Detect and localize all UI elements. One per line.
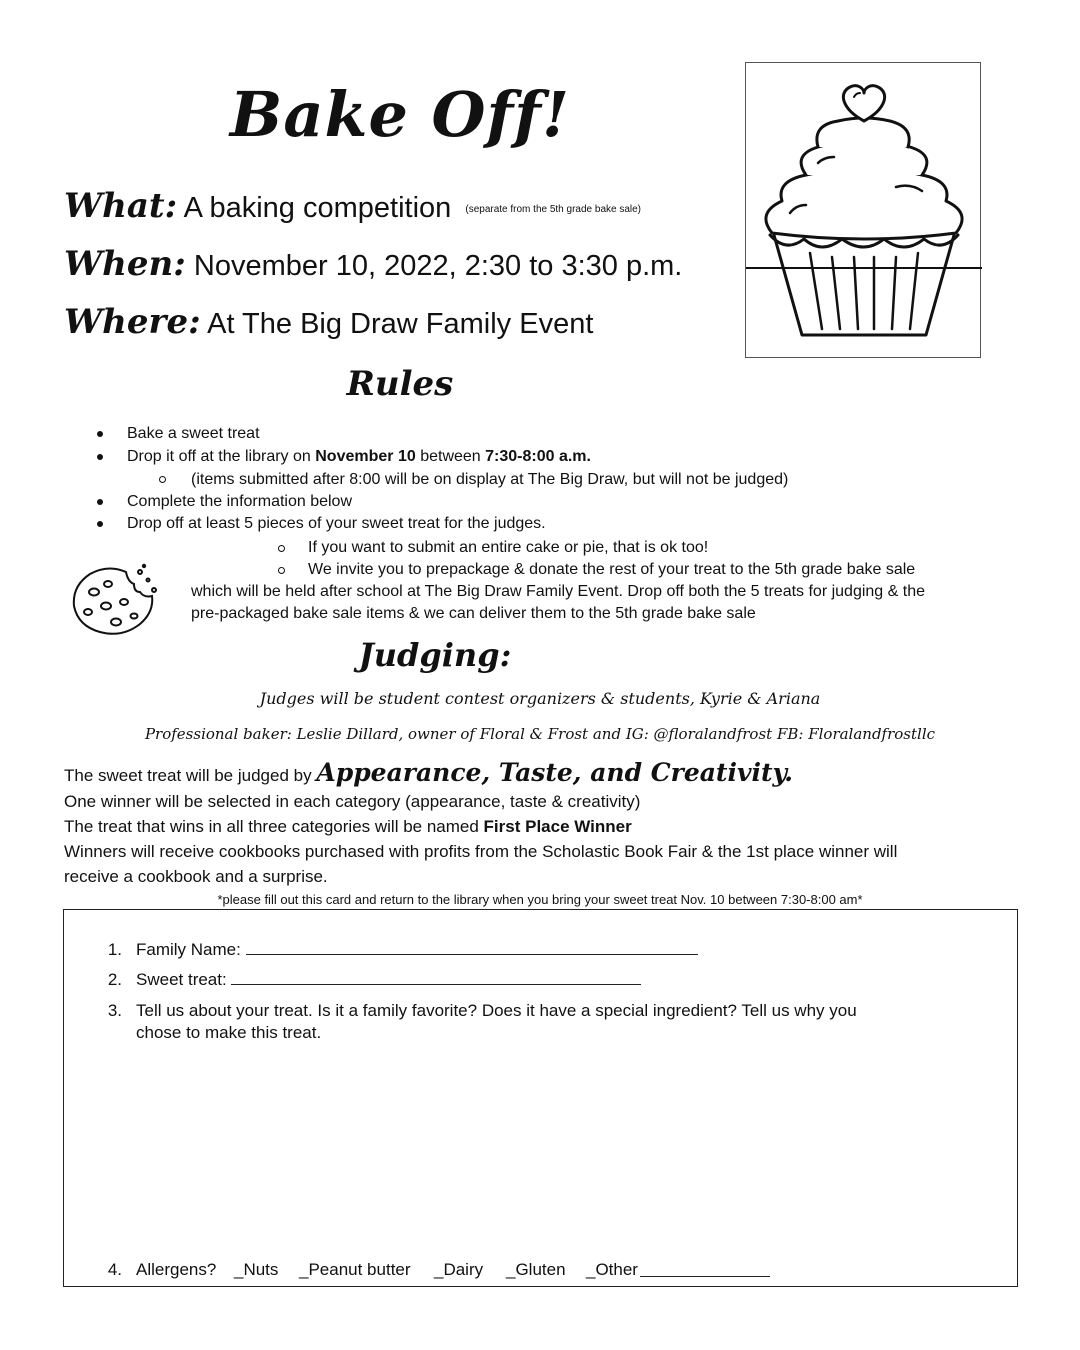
tell-us-line-2: chose to make this treat. <box>136 1023 322 1042</box>
rule-4: Drop off at least 5 pieces of your sweet treat for the judges. <box>127 515 546 532</box>
prize-line-2: receive a cookbook and a surprise. <box>64 867 328 886</box>
tell-us-line-1: Tell us about your treat. Is it a family favorite? Does it have a special ingredient? Tell us why you <box>136 1001 857 1020</box>
where-row: Where: At The Big Draw Family Event <box>64 302 594 342</box>
when-value: November 10, 2022, 2:30 to 3:30 p.m. <box>193 250 683 282</box>
bullet <box>97 431 103 437</box>
when-row: When: November 10, 2022, 2:30 to 3:30 p.m. <box>64 244 683 284</box>
sub-bullet <box>159 476 166 483</box>
allergen-other[interactable]: _Other <box>586 1260 638 1279</box>
cupcake-icon <box>746 63 982 359</box>
cupcake-frame <box>745 62 981 358</box>
first-place-text: First Place Winner <box>483 817 632 836</box>
what-note: (separate from the 5th grade bake sale) <box>465 203 642 215</box>
what-value: A baking competition <box>183 192 452 224</box>
judges-line: Judges will be student contest organizers & students, Kyrie & Ariana <box>259 689 821 708</box>
criteria-line: The sweet treat will be judged by Appearance, Taste, and Creativity. <box>64 758 793 787</box>
rule-4-sub-2-line-2: which will be held after school at The Big Draw Family Event. Drop off both the 5 treats for judging & the <box>191 583 926 600</box>
allergen-gluten[interactable]: _Gluten <box>506 1260 566 1279</box>
page-title: Bake Off! <box>229 78 571 151</box>
criteria-text: Appearance, Taste, and Creativity. <box>316 758 793 787</box>
rule-4-sub-2-line-3: pre-packaged bake sale items & we can deliver them to the 5th grade bake sale <box>191 605 756 622</box>
sweet-treat-label: Sweet treat: <box>136 970 232 989</box>
family-name-label: Family Name: <box>136 940 246 959</box>
bullet <box>97 521 103 527</box>
allergen-other-field[interactable] <box>640 1262 770 1277</box>
rule-2-sub: (items submitted after 8:00 will be on display at The Big Draw, but will not be judged) <box>191 471 789 488</box>
where-label: Where <box>64 302 189 342</box>
allergens-label: Allergens? <box>136 1260 217 1279</box>
sweet-treat-field[interactable] <box>231 970 641 985</box>
tell-us-answer-area[interactable] <box>136 1050 996 1250</box>
rule-1: Bake a sweet treat <box>127 425 260 442</box>
sub-bullet <box>278 545 285 552</box>
what-label: What <box>64 186 165 226</box>
bullet <box>97 499 103 505</box>
where-value: At The Big Draw Family Event <box>207 308 594 340</box>
judging-heading: Judging: <box>358 636 512 674</box>
cookie-icon <box>68 562 160 638</box>
rules-heading: Rules <box>346 364 454 404</box>
allergen-peanut-butter[interactable]: _Peanut butter <box>299 1260 411 1279</box>
rule-3: Complete the information below <box>127 493 353 510</box>
rule-2: Drop it off at the library on November 10 between 7:30-8:00 a.m. <box>127 448 591 465</box>
bullet <box>97 454 103 460</box>
first-place-line: The treat that wins in all three categories will be named First Place Winner <box>64 817 632 836</box>
prize-line-1: Winners will receive cookbooks purchased with profits from the Scholastic Book Fair & the 1st place winner will <box>64 842 898 861</box>
entry-card: 1. Family Name: 2. Sweet treat: 3. Tell us about your treat. Is it a family favorite? Does it have a special ingredient? Tell us why you chose to make this treat. 4. Allergens? _Nuts _Peanut butter _Dairy _Gluten _Other <box>63 909 1018 1287</box>
family-name-field[interactable] <box>246 940 698 955</box>
rule-4-sub-2-line-1: We invite you to prepackage & donate the rest of your treat to the 5th grade bake sale <box>308 561 916 578</box>
allergen-dairy[interactable]: _Dairy <box>434 1260 484 1279</box>
professional-baker-line: Professional baker: Leslie Dillard, owner of Floral & Frost and IG: @floralandfrost FB: Floralandfrostllc <box>144 725 936 743</box>
allergen-nuts[interactable]: _Nuts <box>234 1260 279 1279</box>
rule-4-sub-1: If you want to submit an entire cake or pie, that is ok too! <box>308 539 709 556</box>
sub-bullet <box>278 567 285 574</box>
winner-line: One winner will be selected in each category (appearance, taste & creativity) <box>64 792 641 811</box>
fill-note: *please fill out this card and return to the library when you bring your sweet treat Nov. 10 between 7:30-8:00 am* <box>217 892 863 907</box>
what-row: What: A baking competition (separate from the 5th grade bake sale) <box>64 186 642 226</box>
when-label: When <box>64 244 174 284</box>
